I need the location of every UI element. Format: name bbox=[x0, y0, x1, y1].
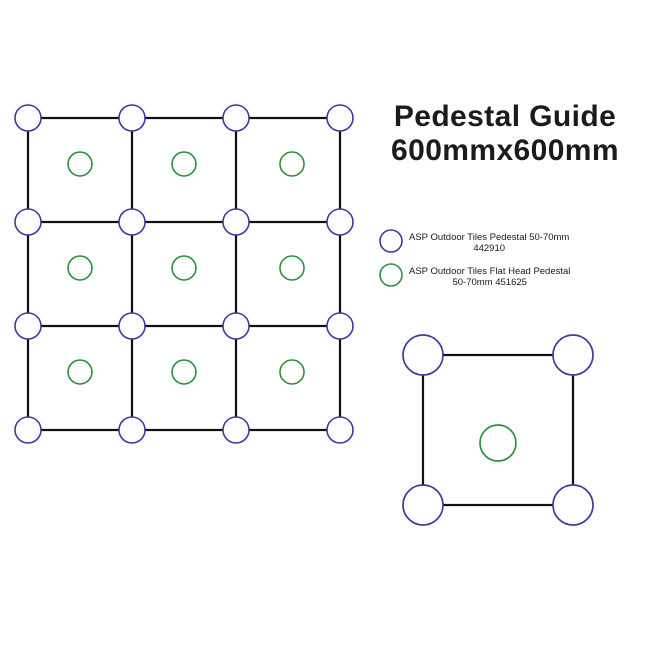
single-tile-corner-pedestals bbox=[403, 335, 593, 525]
pedestal-corner-icon bbox=[327, 313, 353, 339]
flat-head-pedestal-icon bbox=[68, 152, 92, 176]
single-tile-outline bbox=[423, 355, 573, 505]
pedestal-corner-icon bbox=[15, 105, 41, 131]
legend-item-flat-head-line1: ASP Outdoor Tiles Flat Head Pedestal bbox=[409, 266, 571, 277]
pedestal-corner-icon bbox=[327, 417, 353, 443]
flat-head-pedestal-icon bbox=[280, 360, 304, 384]
flat-head-pedestal-legend-icon bbox=[378, 262, 404, 288]
pedestal-corner-icon bbox=[15, 313, 41, 339]
title-line-2: 600mmx600mm bbox=[391, 134, 619, 167]
flat-head-pedestal-icon bbox=[68, 360, 92, 384]
pedestal-corner-icon bbox=[327, 209, 353, 235]
pedestal-corner-icon bbox=[119, 105, 145, 131]
flat-head-pedestal-icon bbox=[480, 425, 516, 461]
single-tile-diagram bbox=[398, 330, 598, 540]
pedestal-corner-icon bbox=[119, 313, 145, 339]
legend-item-flat-head-pedestal-text bbox=[409, 262, 570, 288]
pedestal-legend-icon bbox=[378, 228, 404, 254]
tile-grid-diagram bbox=[6, 96, 366, 456]
pedestal-corner-icon bbox=[403, 335, 443, 375]
legend-item-pedestal-line2: 442910 bbox=[473, 243, 506, 254]
legend-item-pedestal bbox=[378, 228, 640, 254]
pedestal-corner-icon bbox=[403, 485, 443, 525]
legend bbox=[378, 228, 640, 296]
flat-head-pedestal-icon bbox=[280, 152, 304, 176]
pedestal-corner-icon bbox=[15, 417, 41, 443]
pedestal-corner-icon bbox=[119, 209, 145, 235]
title-line-1: Pedestal Guide bbox=[393, 100, 617, 133]
flat-head-pedestal-icon bbox=[172, 152, 196, 176]
pedestal-corner-icon bbox=[327, 105, 353, 131]
pedestal-corner-icon bbox=[223, 313, 249, 339]
single-tile-center-pedestal bbox=[480, 425, 516, 461]
pedestal-corner-icon bbox=[223, 105, 249, 131]
grid-center-pedestals bbox=[68, 152, 304, 384]
pedestal-corner-icon bbox=[119, 417, 145, 443]
pedestal-corner-icon bbox=[223, 209, 249, 235]
pedestal-corner-icon bbox=[553, 335, 593, 375]
legend-item-flat-head-pedestal bbox=[378, 262, 640, 288]
pedestal-corner-icon bbox=[15, 209, 41, 235]
legend-item-pedestal-line1: ASP Outdoor Tiles Pedestal 50-70mm bbox=[409, 232, 570, 243]
pedestal-corner-icon bbox=[553, 485, 593, 525]
legend-item-pedestal-text bbox=[409, 228, 569, 254]
legend-item-flat-head-line2: 50-70mm 451625 bbox=[452, 277, 527, 288]
flat-head-pedestal-icon bbox=[280, 256, 304, 280]
page-title bbox=[370, 100, 640, 168]
flat-head-pedestal-icon bbox=[68, 256, 92, 280]
flat-head-pedestal-icon bbox=[172, 256, 196, 280]
pedestal-corner-icon bbox=[223, 417, 249, 443]
flat-head-pedestal-icon bbox=[172, 360, 196, 384]
